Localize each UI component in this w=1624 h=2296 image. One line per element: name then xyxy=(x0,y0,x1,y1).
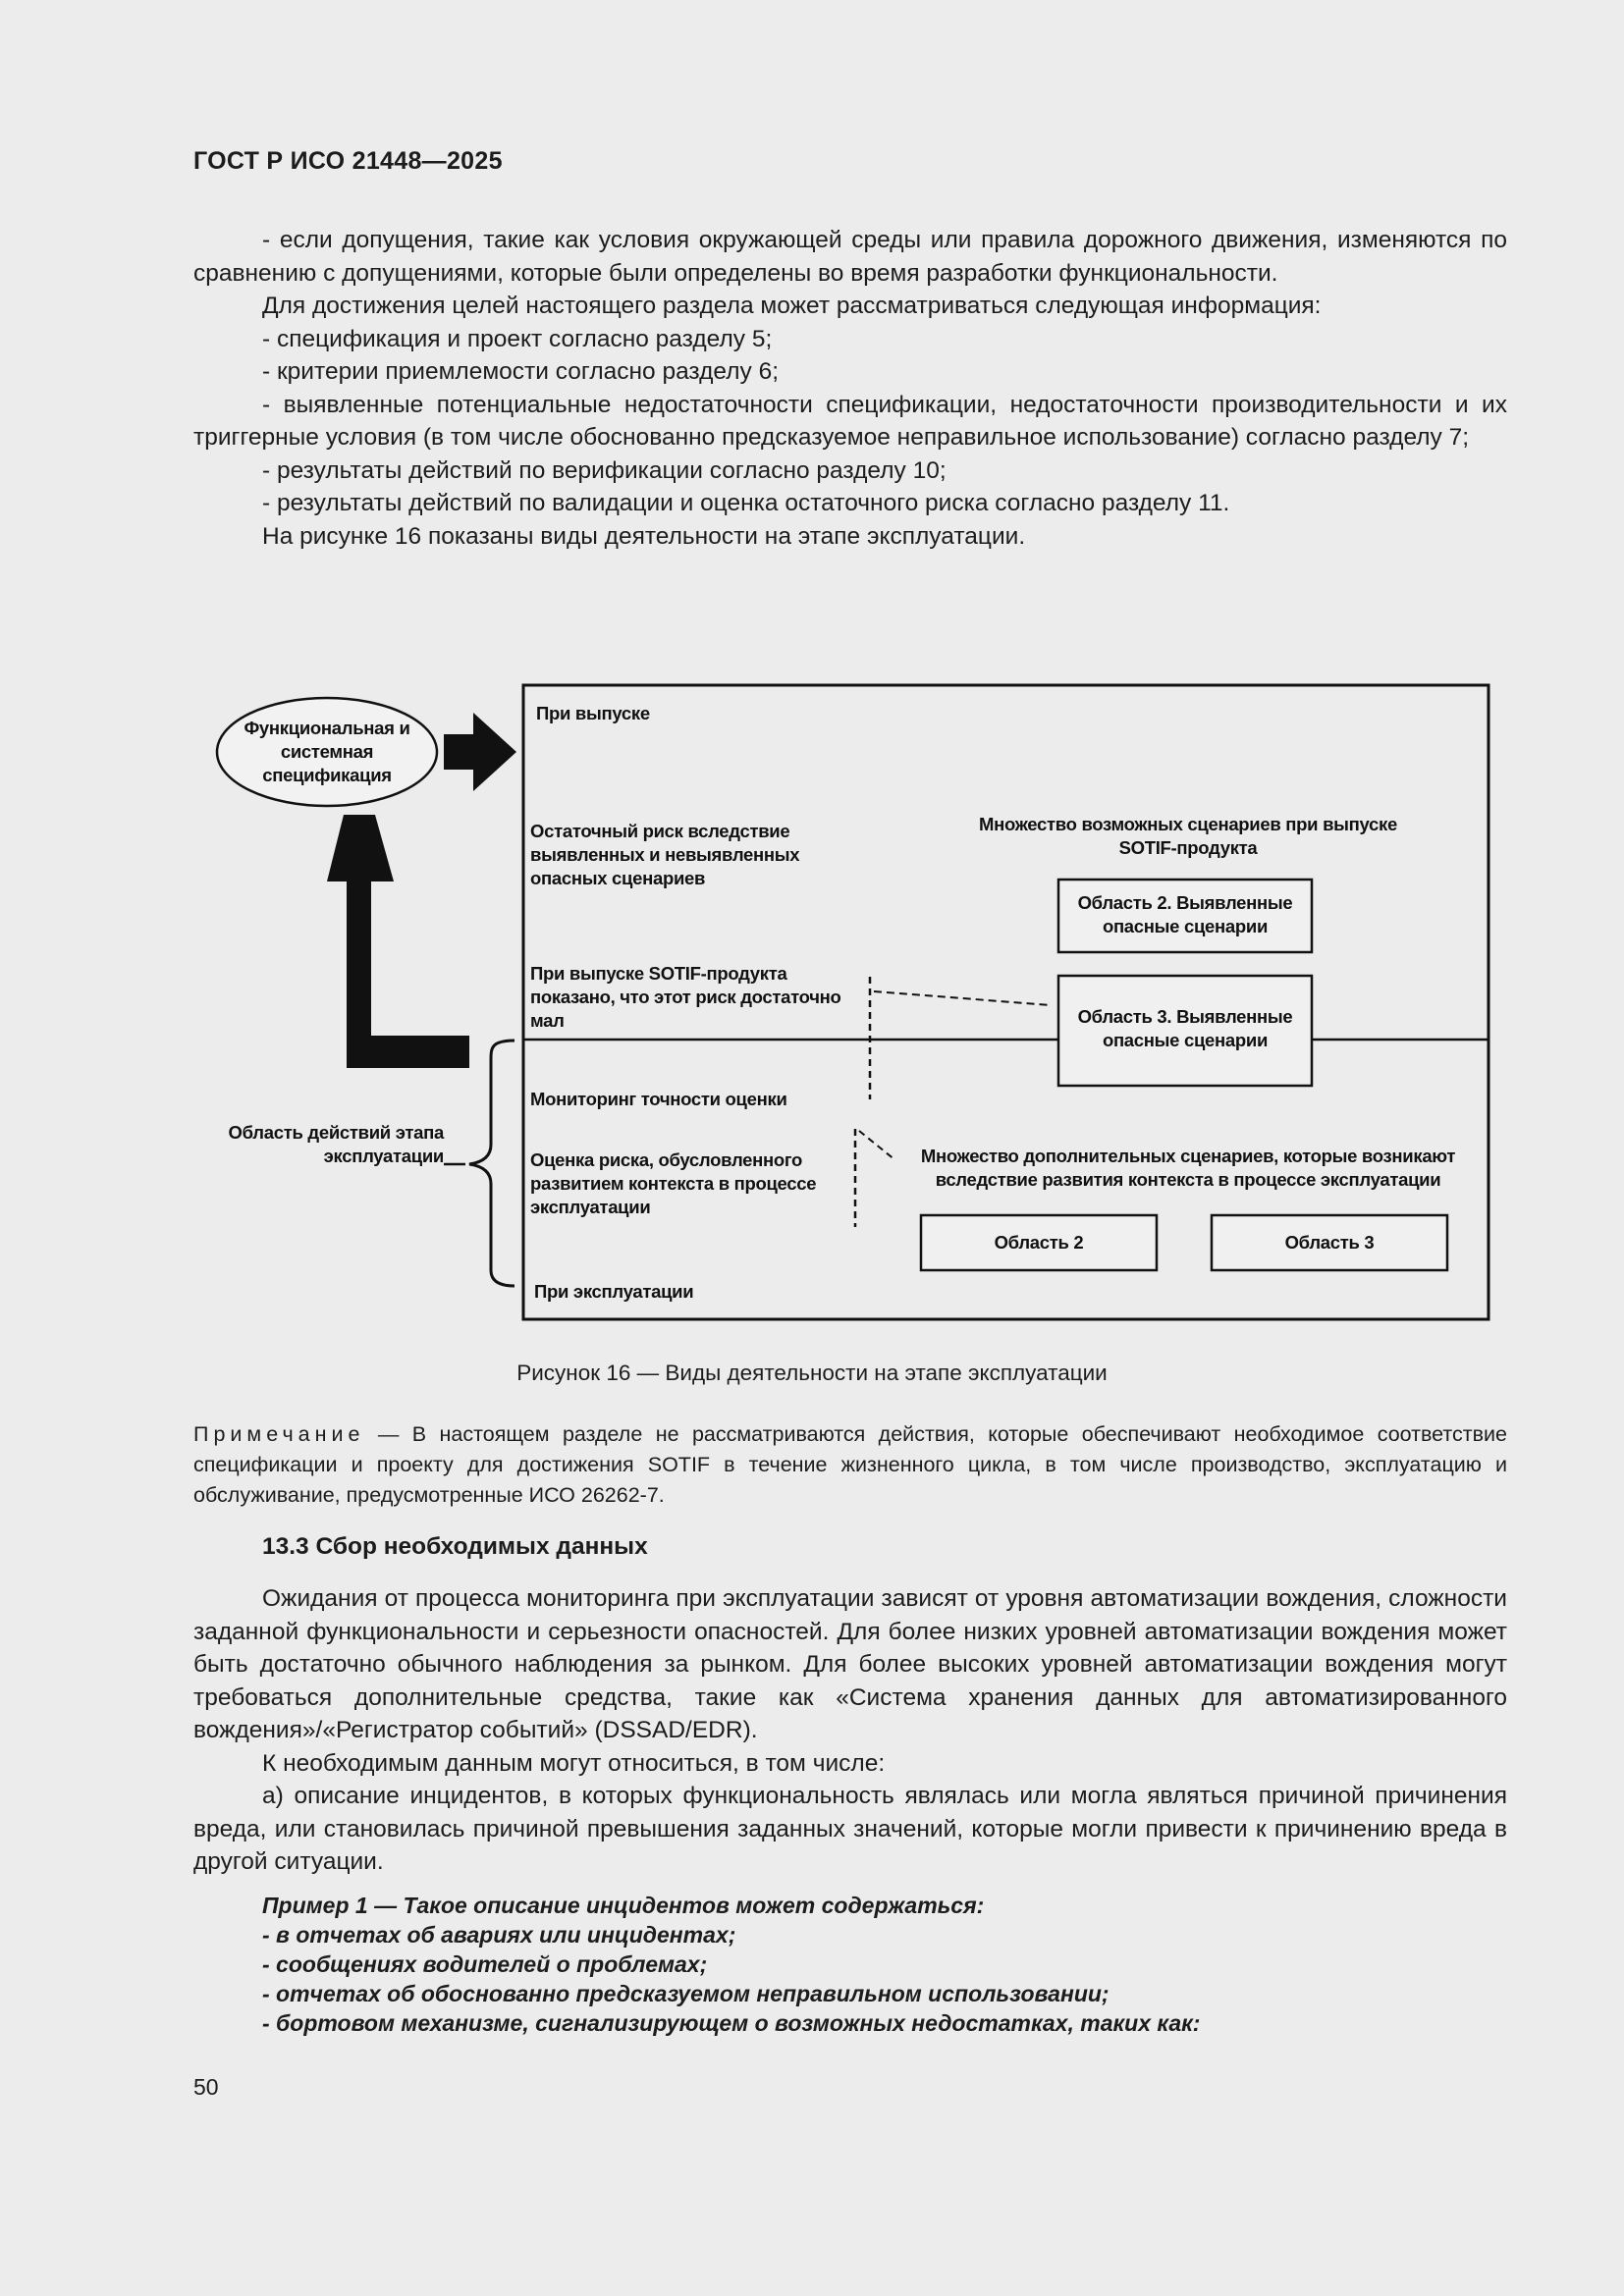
paragraph: a) описание инцидентов, в которых функциональность являлась или могла являться причиной причинения вреда, или становилась причиной превышения заданных значений, которые могли привести к причинению вреда в другой ситуации. xyxy=(193,1783,1507,1875)
area2-label: Область 2 xyxy=(994,1232,1084,1253)
paragraph: Для достижения целей настоящего раздела может рассматриваться следующая информация: xyxy=(262,293,1322,319)
spec-ellipse-label: Функциональная и системная спецификация xyxy=(244,718,410,785)
example-item: - сообщениях водителей о проблемах; xyxy=(262,1951,708,1977)
dash-slant-2 xyxy=(859,1131,895,1160)
section-paragraphs xyxy=(193,1582,1507,1879)
example-item: - в отчетах об авариях или инцидентах; xyxy=(262,1922,736,1948)
paragraph: - выявленные потенциальные недостаточности спецификации, недостаточности производительности и их триггерные условия (в том числе обоснованно предсказуемое неправильное использование) согласно разделу 7; xyxy=(193,391,1507,451)
paragraph: К необходимым данным могут относиться, в том числе: xyxy=(262,1749,886,1777)
area3-known-label: Область 3. Выявленные опасные сценарии xyxy=(1077,1006,1293,1050)
arrow-up-icon xyxy=(327,815,469,1068)
paragraph: - результаты действий по верификации согласно разделу 10; xyxy=(262,456,947,484)
area2-known-label: Область 2. Выявленные опасные сценарии xyxy=(1077,892,1293,936)
monitoring-label: Мониторинг точности оценки xyxy=(530,1089,787,1109)
paragraph: - спецификация и проект согласно разделу 5; xyxy=(262,325,773,352)
operation-label: При эксплуатации xyxy=(534,1281,694,1302)
note xyxy=(193,1419,1507,1511)
paragraph: Ожидания от процесса мониторинга при эксплуатации зависят от уровня автоматизации вождения, сложности заданной функциональности и серьезности опасностей. Для более низких уровней автоматизации вождения может быть достаточно обычного наблюдения за рынком. Для более высоких уровней автоматизации вождения могут требоваться дополнительные средства, такие как «Система хранения данных для автоматизированного вождения»/«Регистратор событий» (DSSAD/EDR). xyxy=(193,1585,1507,1743)
dash-slant-1 xyxy=(874,991,1051,1005)
intro-paragraphs xyxy=(193,224,1507,553)
page-number: 50 xyxy=(193,2074,219,2100)
residual-risk-label: Остаточный риск вследствие выявленных и невыявленных опасных сценариев xyxy=(530,821,800,888)
example-item: - бортовом механизме, сигнализирующем о возможных недостатках, таких как: xyxy=(262,2010,1201,2036)
ops-brace xyxy=(469,1041,514,1286)
release-label: При выпуске xyxy=(536,703,650,723)
area3-label: Область 3 xyxy=(1284,1232,1375,1253)
release-shown-label: При выпуске SOTIF-продукта показано, что этот риск достаточно мал xyxy=(530,963,841,1031)
figure-caption: Рисунок 16 — Виды деятельности на этапе эксплуатации xyxy=(516,1361,1108,1385)
paragraph: - критерии приемлемости согласно разделу 6; xyxy=(262,358,780,385)
example-item: - отчетах об обоснованно предсказуемом неправильном использовании; xyxy=(262,1981,1110,2006)
note-text: — В настоящем разделе не рассматриваются действия, которые обеспечивают необходимое соответствие спецификации и проекту для достижения SOTIF в течение жизненного цикла, в том числе производство, эксплуатацию и обслуживание, предусмотренные ИСО 26262-7. xyxy=(193,1422,1507,1507)
example-title: Пример 1 — Такое описание инцидентов может содержаться: xyxy=(262,1893,985,1918)
ops-scope-label: Область действий этапа эксплуатации xyxy=(228,1122,444,1166)
paragraph: - результаты действий по валидации и оценка остаточного риска согласно разделу 11. xyxy=(262,490,1230,516)
release-set-label: Множество возможных сценариев при выпуске SOTIF-продукта xyxy=(978,814,1397,858)
document-code: ГОСТ Р ИСО 21448—2025 xyxy=(193,147,503,175)
extra-set-label: Множество дополнительных сценариев, которые возникают вследствие развития контекста в процессе эксплуатации xyxy=(920,1146,1456,1190)
risk-eval-label: Оценка риска, обусловленного развитием контекста в процессе эксплуатации xyxy=(530,1149,817,1217)
note-lead: Примечание xyxy=(193,1422,365,1446)
arrow-right-icon xyxy=(444,713,516,791)
paragraph: - если допущения, такие как условия окружающей среды или правила дорожного движения, изменяются по сравнению с допущениями, которые были определены во время разработки функциональности. xyxy=(193,227,1507,287)
example-block xyxy=(262,1891,1507,2038)
section-title: 13.3 Сбор необходимых данных xyxy=(262,1533,648,1560)
figure-16 xyxy=(196,677,1512,1325)
paragraph: На рисунке 16 показаны виды деятельности на этапе эксплуатации. xyxy=(262,522,1026,550)
